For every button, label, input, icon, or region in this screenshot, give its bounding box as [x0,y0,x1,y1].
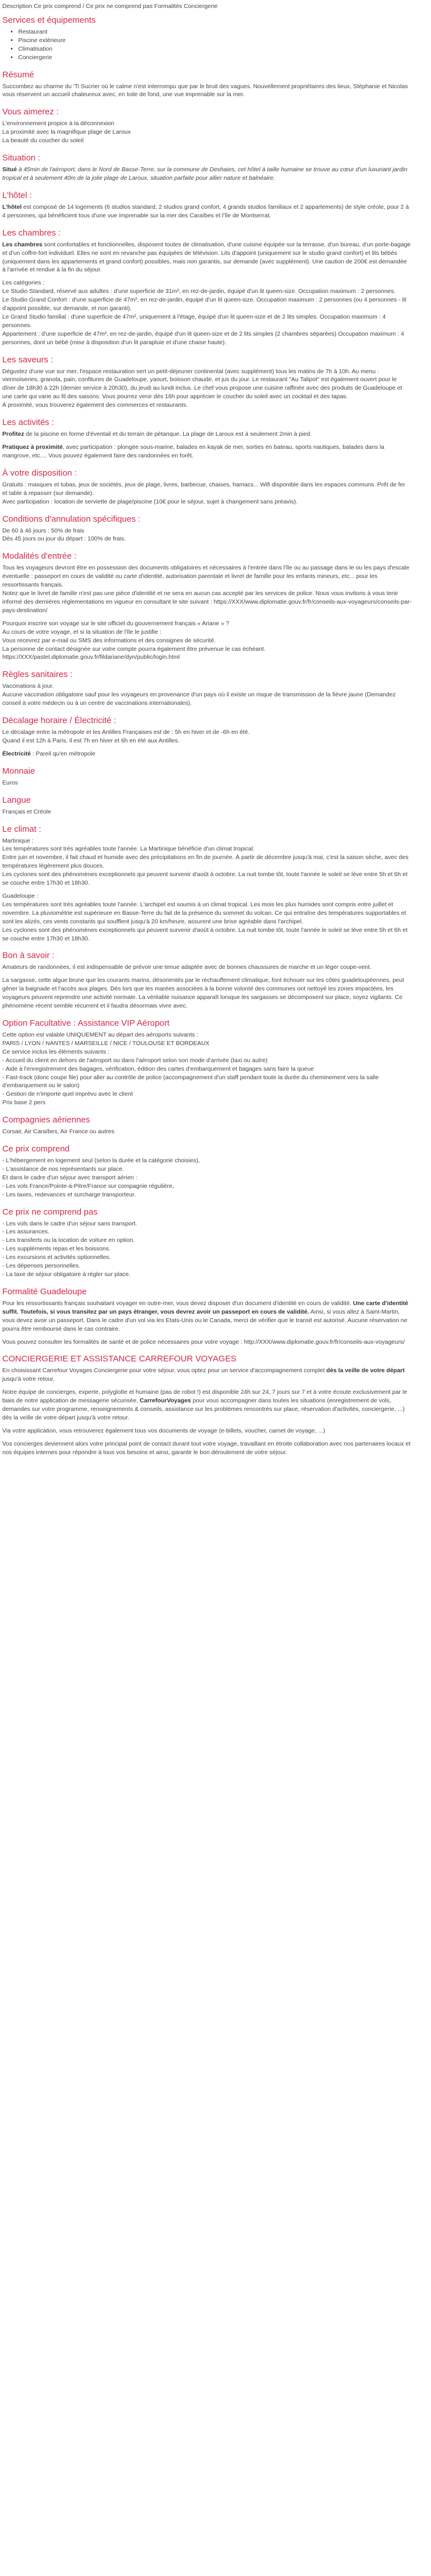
nonprend-line: - Les excursions et activités optionnelles. [2,1254,111,1261]
conciergerie-text-3: Via votre application, vous retrouverez également tous vos documents de voyage (e-billets, voucher, carnet de voyage, ...) [2,1427,325,1434]
annulation-line: Dès 45 jours ou jour du départ : 100% de frais. [2,535,126,543]
monnaie-heading: Monnaie [2,766,35,776]
nonprend-line: - Les transferts ou la location de voiture en option. [2,1237,135,1244]
comprend-heading: Ce prix comprend [2,1144,70,1154]
decalage-text [2,728,412,745]
section-tabs-text: Description Ce prix comprend / Ce prix ne comprend pas Formalités Conciergerie [2,3,218,10]
disposition-line: Avec participation : location de serviette de plage/piscine (10€ pour le séjour, sujet à changement sans préavis). [2,498,298,505]
conciergerie-body: pour vous accompagner dans toutes les situations (enregistrement de vols, demandes sur votre programme, renseignements & conseils, assistance sur les problèmes rencontrés sur place, réservation d'activités, conciergerie, ...) dès la veille de votre départ jusqu'à votre retour. [2,1397,405,1421]
formalite-body: Pour les ressortissants français souhaitant voyager en outre-mer, vous devez disposer d'un document d'identité en cours de validité. [2,1299,353,1307]
climat-line: Les températures sont très agréables toute l'année. L'archipel est soumis à un climat tropical. Les mois les plus humides sont compris entre juillet et novembre. La pluviométrie est supérieure en Basse-Terre du fait de la présence du sommet du volcan. Ce qui entraîne des températures supportables et sont les alizés, ces vents constants qui soufflent jusqu'à 20 km/heure, assurent une brise agréable dans l'archipel. [2,901,407,925]
modalites-text-2 [2,620,412,662]
category-item: Le Studio Standard, réservé aux adultes : d'une superficie de 31m², en rez-de-jardin, équipé d'un lit queen-size. Occupation maximum : 2 personnes. [2,288,396,295]
sanitaires-line: Vaccinations à jour. [2,683,54,690]
climat-label: Martinique : [2,837,34,844]
climat-heading: Le climat : [2,824,42,834]
conciergerie-body: En choisissant Carrefour Voyages Conciergerie pour votre séjour, vous optez pour un service d'accompagnement complet [2,1367,326,1374]
vip-line: PARIS / LYON / NANTES / MARSEILLE / NICE / TOULOUSE ET BORDEAUX [2,1039,210,1047]
nonprend-line: - Les vols dans le cadre d'un séjour sans transport. [2,1220,138,1227]
category-item: Le Grand Studio familial : d'une superficie de 47m², uniquement à l'étage, équipé d'un lit queen-size et de 2 lits simples. Occupation maximum : 4 personnes. [2,313,386,329]
decalage-line: Le décalage entre la métropole et les Antilles Françaises est de : 5h en hiver et de -6h en été. [2,729,250,736]
formalite-bold: Une carte d'identité suffit. Toutefois, si vous transitez par un pays étranger, vous devrez avoir un passeport en cours de validité. [2,1299,408,1315]
aimerez-heading: Vous aimerez : [2,107,59,117]
list-item: • Climatisation [18,45,412,53]
chambres-text [2,241,412,275]
sanitaires-text [2,682,412,708]
sanitaires-heading: Règles sanitaires : [2,670,73,680]
ariane-link[interactable]: https://XXX/pastel.diplomatie.gouv.fr/fildariane/dyn/public/login.html [2,654,180,661]
nonprend-line: - Les assurances. [2,1228,49,1236]
list-item: • Conciergerie [18,53,412,62]
comprend-line: - L'assistance de nos représentants sur place. [2,1165,124,1173]
hotel-heading: L'hôtel : [2,190,32,200]
aimerez-text [2,119,412,145]
annulation-text [2,527,412,544]
situation-italic: à 45min de l'aéroport, dans le Nord de Basse-Terre, sur la commune de Deshaies, cet hôtel à taille humaine se trouve au cœur d'un luxuriant jardin tropical et à seulement 40m de la jolie plage de Laroux, situation parfaite pour allier nature et balnéaire. [2,166,408,181]
modalites-line: Vous recevrez par e-mail ou SMS des informations et des consignes de sécurité. [2,637,216,644]
formalite-text-1 [2,1299,412,1334]
disposition-heading: À votre disposition : [2,468,77,478]
climat-line: Les températures sont très agréables toute l'année. La Martinique bénéficie d'un climat tropical. [2,845,255,853]
disposition-text [2,481,412,506]
comprend-line: - Les taxes, redevances et surcharge transporteur. [2,1191,136,1198]
vip-heading: Option Facultative : Assistance VIP Aéroport [2,1018,170,1028]
conciergerie-text-1 [2,1367,412,1384]
disposition-line: Gratuits : masques et tubas, jeux de sociétés, jeux de plage, livres, barbecue, chaises, hamacs... Wifi disponible dans les espaces communs. Prêt de fer et table à repasser (sur demande). [2,481,405,497]
vip-line: - Accueil du client en dehors de l'aéroport ou dans l'aéroport selon son mode d'arrivée (taxi ou autre) [2,1056,268,1064]
activites-body-2: , avec participation : plongée sous-marine, balades en kayak de mer, sorties en bateau, sports nautiques, balades dans la mangrove, etc.... Vous pouvez également faire des randonnées en forêt. [2,444,384,459]
modalites-line: La personne de contact désignée sur votre compte pourra également être prévenue le cas échéant. [2,645,266,653]
vip-text [2,1031,412,1107]
electricite-text [2,750,412,758]
category-item: Appartement : d'une superficie de 47m², en rez-de-jardin, équipé d'un lit queen-size et de 2 lits simples (2 chambres séparées) Occupation maximum : 4 personnes, dont un bébé (mise à disposition d'un lit parapluie et d'une chaise haute). [2,330,404,346]
resume-heading: Résumé [2,69,34,80]
climat-guadeloupe [2,892,412,943]
aimerez-line: La beauté du coucher du soleil [2,137,84,145]
chambres-body: sont confortables et fonctionnelles, disposent toutes de climatisation, d'une cuisine équipée sur la terrasse, d'un bureau, d'un porte-bagage et d'un coffre-fort individuel. Elles ne sont en revanche pas équipées de télévision. Lits d'appoint (uniquement sur le studio grand confort) et lits bébés (uniquement dans les appartements et grand confort) possibles, mais non garantis, sur demande (avec supplément). Une caution de 200€ est demandée à l'arrivée et rendue à la fin du séjour. [2,241,411,274]
decalage-line: Quand il est 12h à Paris, il est 7h en hiver et 6h en été aux Antilles. [2,737,180,744]
saveurs-body: Dégustez d'une vue sur mer, l'espace restauration sert un petit-déjeuner continental (avec supplément) tous les matins de 7h à 10h. Au menu : viennoiseries, granola, pain, confitures de Guadeloupe, yaourt, boisson chaude, et jus du jour. Le restaurant "Au Talipot" est également ouvert pour le dîner de 18h30 à 22h (dernier service à 20h30), du jeudi au lundi inclus. Le chef vous propose une cuisine raffinée avec des produits de Guadeloupe et une carte qui varie au fil des saisons. Vous pourrez venir dès 16h pour apprécier le coucher du soleil avec un cocktail et des tapas. [2,368,403,401]
comprend-line: Et dans le cadre d'un séjour avec transport aérien : [2,1174,138,1181]
climat-line: Les cyclones sont des phénomènes exceptionnels qui peuvent survenir d'août à octobre. La nuit tombe tôt, toute l'année le soleil se lève entre 5h et 6h et se couche entre 17h30 et 18h30. [2,926,408,942]
category-item: Le Studio Grand Confort : d'une superficie de 47m², en rez-de-jardin, équipé d'un lit queen-size. Occupation maximum : 2 personnes (ou 4 personnes - lit d'appoint possible, sur demande, et non garanti). [2,296,407,312]
hotel-bold: L'hôtel [2,203,22,210]
saveurs-text [2,368,412,410]
modalites-line: Notez que le livret de famille n'est pas une pièce d'identité et ne sera en aucun cas accepté par les services de police. Nous vous invitons à vous tenir informé des dernières réglementations en vigueur en consultant le site suivant : https://XXX/www.diplomatie.gouv.fr/fr/conseils-aux-voyageurs/conseils-par-pays-destination/ [2,590,412,614]
climat-line: Les cyclones sont des phénomènes exceptionnels qui peuvent survenir d'août à octobre. La nuit tombe tôt, toute l'année le soleil se lève entre 5h et 6h et se couche entre 17h30 et 18h30. [2,871,408,887]
savoir-text-1: Amateurs de randonnées, il est indispensable de prévoir une tenue adaptée avec de bonnes chaussures de marche et un léger coupe-vent. [2,964,372,971]
annulation-heading: Conditions d'annulation spécifiques : [2,514,141,524]
nonprend-heading: Ce prix ne comprend pas [2,1207,98,1217]
modalites-text-1 [2,564,412,614]
activites-heading: Les activités : [2,418,54,428]
electricite-bold: Électricité [2,750,31,757]
formalite-text-2: Vous pouvez consulter les formalités de santé et de police nécessaires pour votre voyage : http://XXX/www.diplomatie.gouv.fr/fr/conseils-aux-voyageurs/ [2,1338,405,1345]
climat-line: Entre juin et novembre, il fait chaud et humide avec des précipitations en fin de journée. À partir de décembre jusqu'à mai, c'est la saison sèche, avec des températures légèrement plus douces. [2,854,409,870]
conciergerie-body: jusqu'à votre retour. [2,1376,55,1383]
situation-bold: Situé [2,166,17,174]
climat-label: Guadeloupe : [2,893,39,899]
conciergerie-bold: CarrefourVoyages [139,1397,191,1405]
savoir-text-2: La sargasse, cette algue brune que les courants marins, désorientés par le réchauffement climatique, font échouer sur les côtes guadeloupéennes, peut gêner la baignade et l'accès aux plages. Dès lors que les marées associées à la bonne volonté des communes ont nettoyé les zones impactées, les voyageurs peuvent reprendre une activité normale. La véritable nuisance apparaît lorsque les sargasses se décomposent sur place, soyez vigilants. Ce phénomène récent semble récurrent et il faudra désormais vivre avec. [2,977,404,1010]
compagnies-heading: Compagnies aériennes [2,1115,90,1125]
compagnies-text: Corsair, Air Caraïbes, Air France ou autres [2,1128,115,1136]
modalites-line: Au cours de votre voyage, et si la situation de l'île le justifie : [2,628,161,635]
saveurs-extra: À proximité, vous trouverez également des commerces et restaurants. [2,402,188,409]
langue-heading: Langue [2,795,31,805]
comprend-line: - L'hébergement en logement seul (selon la durée et la catégorie choisies), [2,1157,200,1165]
resume-text: Succombez au charme du 'Ti Sucrier où le calme n'est interrompu que par le bruit des vagues. Nouvellement propriétaires des lieux, Stéphanie et Nicolas vous réservent un accueil chaleureux avec, en toile de fond, une vue imprenable sur la mer. [2,82,408,98]
conciergerie-heading: CONCIERGERIE ET ASSISTANCE CARREFOUR VOYAGES [2,1354,237,1364]
vip-line: - Fast-track (donc coupe file) pour aller au contrôle de police (accompagnement d'un staff pendant toute la durée du cheminement vers la salle d'embarquement ou le salon) [2,1074,379,1089]
categories-block [2,279,412,346]
list-item: • Restaurant [18,28,412,36]
situation-text [2,166,412,183]
vip-line: - Gestion de n'importe quel imprévu avec le client [2,1091,133,1098]
conciergerie-body: Notre équipe de concierges, experte, polyglotte et humaine (pas de robot !) est disponible 24h sur 24, 7 jours sur 7 et à votre écoute exclusivement par le biais de notre application de messagerie sécurisée, [2,1389,408,1405]
formalite-body: Ainsi, si vous allez à Saint-Martin, vous devez avoir un passeport. Dans le cadre d'un vol via les Etats-Unis ou le Canada, merci de vérifier que le transit est autorisé. Aucune réservation ne pourra être remboursé dans le cas contraire. [2,1308,408,1332]
vip-line: Cette option est valable UNIQUEMENT au départ des aéroports suivants : [2,1031,198,1038]
vip-line: - Aide à l'enregistrement des bagages, vérification, édition des cartes d'embarquement et bagages sans faire la queue [2,1065,314,1072]
conciergerie-text-2 [2,1388,412,1422]
aimerez-line: L'environnement propice à la déconnexion [2,120,114,127]
services-list [2,28,412,62]
comprend-text [2,1157,412,1199]
activites-text-2 [2,443,412,460]
vip-line: Ce service inclus les éléments suivants : [2,1048,110,1055]
nonprend-line: - Les suppléments repas et les boissons. [2,1245,111,1253]
activites-body-1: de la piscine en forme d'éventail et du terrain de pétanque. La plage de Laroux est à seulement 2min à pied. [24,431,312,438]
decalage-heading: Décalage horaire / Électricité : [2,716,117,726]
comprend-line: - Les vols France/Pointe-à-Pitre/France sur compagnie régulière, [2,1182,174,1190]
electricite-body: : Pareil qu'en métropole [31,750,96,757]
langue-text: Français et Créole [2,808,51,815]
conciergerie-bold: dès la veille de votre départ [326,1367,405,1374]
activites-bold-2: Pratiquez à proximité [2,444,63,451]
modalites-heading: Modalités d'entrée : [2,551,77,562]
vip-line: Prix base 2 pers [2,1099,45,1107]
hotel-body: est composé de 14 logements (6 studios standard, 2 studios grand confort, 4 grands studios familiaux et 2 appartements) de style créole, pour 2 à 4 personnes, qui bénéficient tous d'une vue imprenable sur la mer des Caraïbes et l'île de Montserrat. [2,203,409,219]
services-heading: Services et équipements [2,15,96,25]
formalite-heading: Formalité Guadeloupe [2,1286,87,1297]
chambres-heading: Les chambres : [2,228,61,238]
aimerez-line: La proximité avec la magnifique plage de Laroux [2,129,131,136]
savoir-heading: Bon à savoir : [2,951,55,961]
nonprend-text [2,1220,412,1279]
activites-bold-1: Profitez [2,431,24,438]
list-item: • Piscine extérieure [18,36,412,45]
nonprend-line: - La taxe de séjour obligatoire à régler sur place. [2,1271,131,1278]
monnaie-text: Euros [2,779,18,786]
nonprend-line: - Les dépenses personnelles. [2,1262,81,1270]
sanitaires-line: Aucune vaccination obligatoire sauf pour les voyageurs en provenance d'un pays où il existe un risque de transmission de la fièvre jaune (Demandez conseil à votre médecin ou à un centre de vaccinations internationales). [2,691,396,707]
annulation-line: De 60 à 46 jours : 50% de frais [2,527,85,534]
modalites-line: Tous les voyageurs devront être en possession des documents obligatoires et nécessaires à l'entrée dans l'île ou au passage dans le ou les pays d'escale éventuelle : passeport en cours de validité ou carte d'identité, autorisation parentale et livret de famille pour les enfants mineurs, etc... pour les ressortissants français. [2,564,409,589]
activites-text-1 [2,430,412,439]
climat-martinique [2,837,412,887]
chambres-bold: Les chambres [2,241,43,248]
conciergerie-text-4: Vos concierges deviennent alors votre principal point de contact durant tout votre voyage, travaillant en étroite collaboration avec nos partenaires locaux et nos équipes internes pour répondre à tous vos besoins et ainsi, garantir le bon déroulement de votre séjour. [2,1440,411,1456]
situation-heading: Situation : [2,153,40,163]
categories-title: Les catégories : [2,279,45,287]
modalites-line: Pourquoi inscrire son voyage sur le site officiel du gouvernement français « Ariane » ? [2,620,230,627]
hotel-text [2,203,412,220]
saveurs-heading: Les saveurs : [2,354,53,365]
